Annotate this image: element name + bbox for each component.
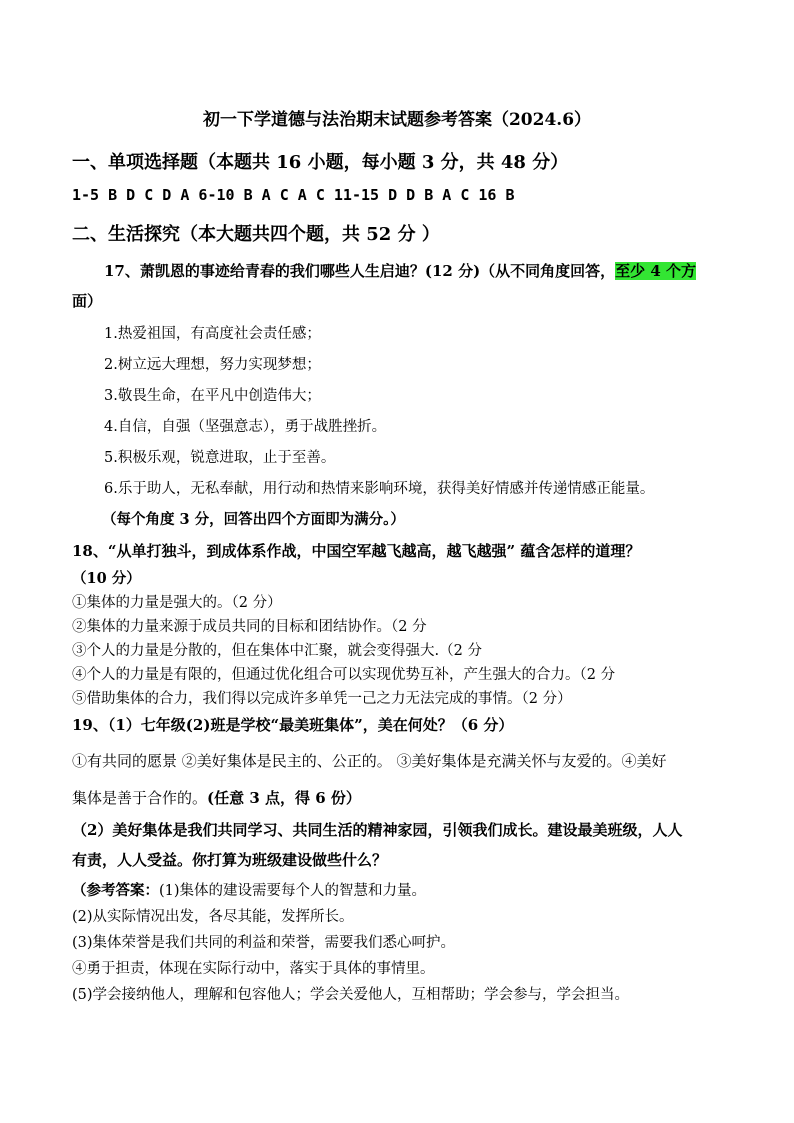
question-18-point: ⑤借助集体的合力，我们得以完成许多单凭一己之力无法完成的事情。（2 分）	[72, 691, 572, 707]
question-19-part2-point: ④勇于担责，体现在实际行动中，落实于具体的事情里。	[72, 961, 435, 977]
question-19-part1-answer-text: 集体是善于合作的。	[72, 789, 208, 807]
question-18-score: （10 分）	[72, 570, 141, 587]
section-1-heading: 一、单项选择题（本题共 16 小题，每小题 3 分，共 48 分）	[72, 152, 569, 173]
question-17-point: 6.乐于助人，无私奉献，用行动和热情来影响环境，获得美好情感并传递情感正能量。	[104, 481, 655, 497]
question-17-prompt	[104, 260, 696, 281]
question-18-point: ①集体的力量是强大的。（2 分）	[72, 595, 282, 611]
section-2-heading: 二、生活探究（本大题共四个题，共 52 分 ）	[72, 224, 440, 245]
question-19-part2-reference	[72, 879, 426, 900]
question-19-part2-point: (3)集体荣誉是我们共同的利益和荣誉，需要我们悉心呵护。	[72, 935, 456, 951]
question-19-part2-prompt-line1: （2）美好集体是我们共同学习、共同生活的精神家园，引领我们成长。建设最美班级，人人	[72, 821, 683, 839]
question-18-point: ③个人的力量是分散的，但在集体中汇聚，就会变得强大.（2 分	[72, 643, 482, 659]
question-19-part1-prompt: 19、（1）七年级(2)班是学校“最美班集体”，美在何处？（6 分）	[72, 716, 514, 734]
question-19-part2-point: (5)学会接纳他人，理解和包容他人；学会关爱他人，互相帮助；学会参与，学会担当。	[72, 987, 630, 1003]
question-19-part1-answer-line2	[72, 787, 361, 808]
question-18-point: ④个人的力量是有限的，但通过优化组合可以实现优势互补，产生强大的合力。（2 分	[72, 667, 616, 683]
question-17-scoring: （每个角度 3 分，回答出四个方面即为满分。）	[102, 511, 405, 528]
question-19-part1-answer-line1: ①有共同的愿景 ②美好集体是民主的、公正的。 ③美好集体是充满关怀与友爱的。④美好	[72, 752, 667, 770]
question-17-prompt-main: 17、萧凯恩的事迹给青春的我们哪些人生启迪？(12 分)（从不同角度回答，	[104, 262, 616, 280]
question-17-point: 3.敬畏生命，在平凡中创造伟大；	[104, 388, 321, 404]
question-17-point: 5.积极乐观，锐意进取，止于至善。	[104, 450, 336, 466]
question-19-part2-point: (2)从实际情况出发，各尽其能，发挥所长。	[72, 909, 354, 925]
question-19-part2-prompt-line2: 有责，人人受益。你打算为班级建设做些什么？	[72, 851, 388, 869]
question-17-point: 1.热爱祖国，有高度社会责任感；	[104, 326, 321, 342]
question-17-prompt-tail: 面）	[72, 292, 103, 310]
document-title: 初一下学道德与法治期末试题参考答案（2024.6）	[202, 110, 592, 130]
multiple-choice-answers: 1-5 B D C D A 6-10 B A C A C 11-15 D D B A C 16 B	[72, 186, 515, 204]
question-17-point: 2.树立远大理想，努力实现梦想；	[104, 357, 321, 373]
reference-answer-label: （参考答案：	[72, 882, 159, 899]
question-19-part2-point: (1)集体的建设需要每个人的智慧和力量。	[159, 883, 427, 899]
question-17-point: 4.自信，自强（坚强意志），勇于战胜挫折。	[104, 419, 387, 435]
question-18-prompt: 18、“从单打独斗，到成体系作战，中国空军越飞越高，越飞越强” 蕴含怎样的道理？	[72, 542, 641, 560]
question-18-point: ②集体的力量来源于成员共同的目标和团结协作。（2 分	[72, 619, 427, 635]
question-19-part1-scoring: (任意 3 点，得 6 份）	[207, 789, 361, 807]
question-17-highlight: 至少 4 个方	[615, 262, 697, 280]
